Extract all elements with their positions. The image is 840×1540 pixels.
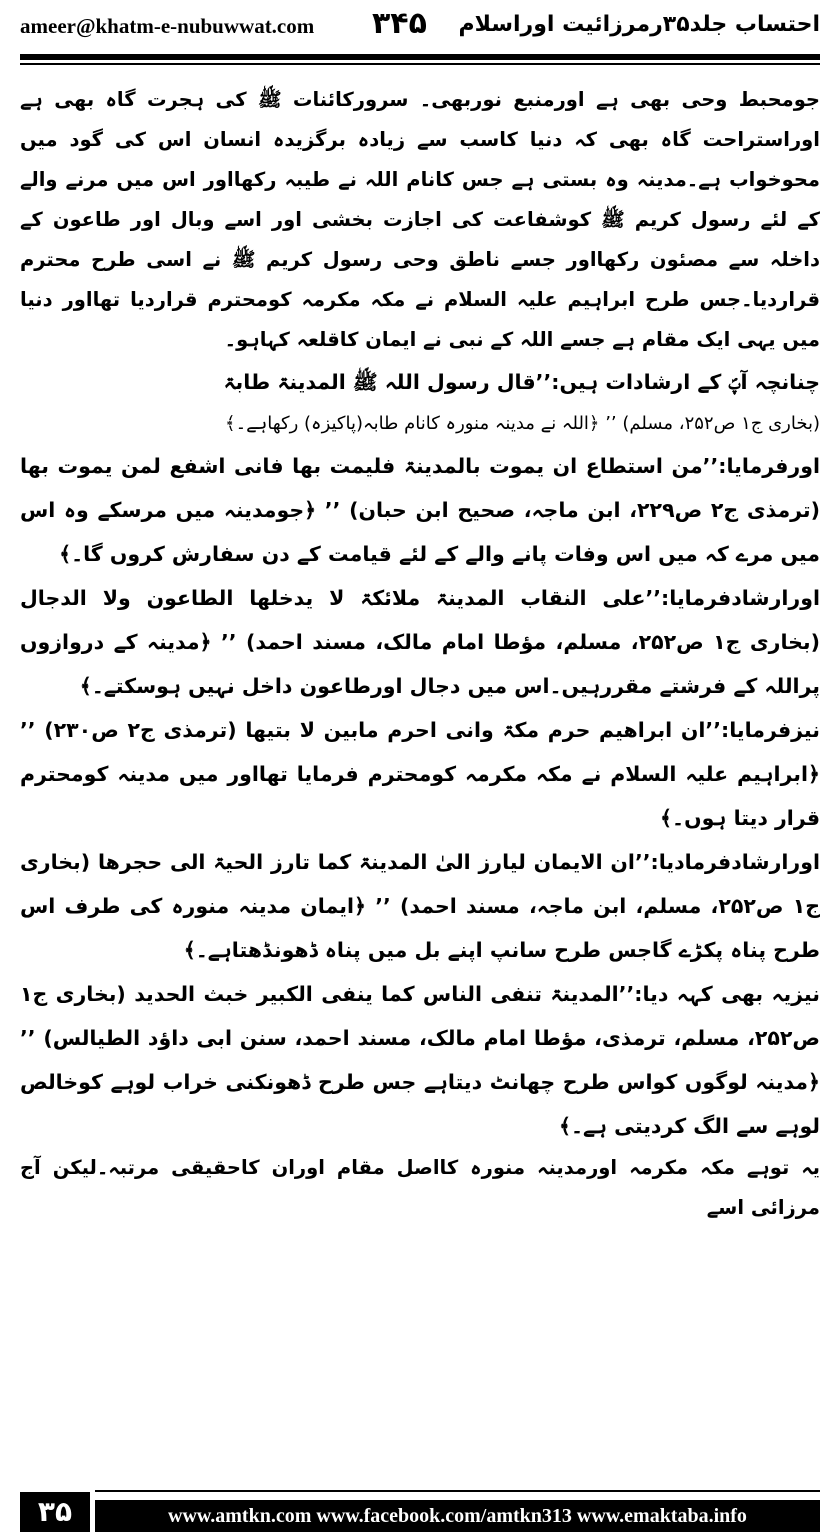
hadith-angels-at-gates: اورارشادفرمایا:’’علی النقاب المدینۃ ملائکۃ لا یدخلھا الطاعون ولا الدجال (بخاری ج۱ ص۲۵۲، مسلم، مؤطا امام مالک، مسند احمد) ’’ ﴿مدینہ کے دروازوں پراللہ کے فرشتے مقررہیں۔اس میں دجال اورطاعون داخل نہیں ہوسکتے۔﴾ xyxy=(20,586,820,698)
hadith-expels-impurity: نیزیہ بھی کہہ دیا:’’المدینۃ تنفی الناس کما ینفی الکبیر خبث الحدید (بخاری ج۱ ص۲۵۲، مسلم، ترمذی، مؤطا امام مالک، مسند احمد، سنن ابی داؤد الطیالس) ’’ ﴿مدینہ لوگوں کواس طرح چھانٹ دیتاہے جس طرح ڈھونکنی خراب لوہے کوخالص لوہے سے الگ کردیتی ہے۔﴾ xyxy=(20,982,820,1138)
header-book-title: احتساب جلد۳۵رمرزائیت اوراسلام xyxy=(458,12,820,37)
footer-rule xyxy=(95,1490,820,1492)
hadith-tabah-arabic: چنانچہ آپؐ کے ارشادات ہیں:’’قال رسول اللہ ﷺ المدینۃ طابۃ xyxy=(223,370,820,394)
body-paragraph-closing: یہ توہے مکہ مکرمہ اورمدینہ منورہ کااصل مقام اوران کاحقیقی مرتبہ۔لیکن آج مرزائی اسے xyxy=(20,1156,820,1219)
header-page-number: ۳۴۵ xyxy=(372,6,427,41)
header-rule-thin xyxy=(20,63,820,65)
footer-page-number: ۳۵ xyxy=(20,1492,90,1532)
header-email: ameer@khatm-e-nubuwwat.com xyxy=(20,14,315,38)
header-rule-thick xyxy=(20,54,820,60)
page-body xyxy=(20,80,820,1475)
body-paragraph-intro: جومحبط وحی بھی ہے اورمنبع نوربھی۔ سرورکائنات ﷺ کی ہجرت گاہ بھی ہے اوراستراحت گاہ بھی کہ دنیا کاسب سے زیادہ برگزیدہ انسان اس کی گود میں محوخواب ہے۔مدینہ وہ بستی ہے جس کانام اللہ نے طیبہ رکھااور اس میں مرنے والے کے لئے رسول کریم ﷺ کوشفاعت کی اجازت بخشی اور اسے وبال اور طاعون کے داخلہ سے مصئون رکھااور جسے ناطق وحی رسول کریم ﷺ نے اسی طرح محترم قراردیا۔جس طرح ابراہیم علیہ السلام نے مکہ مکرمہ کومحترم قراردیا تھااور دنیا میں یہی ایک مقام ہے جسے اللہ کے نبی نے ایمان کاقلعہ کہاہو۔ xyxy=(20,88,820,351)
footer-website-links: www.amtkn.com www.facebook.com/amtkn313 www.emaktaba.info xyxy=(95,1500,820,1532)
hadith-iman-returns: اورارشادفرمادیا:’’ان الایمان لیارز الیٰ المدینۃ کما تارز الحیۃ الی حجرھا (بخاری ج۱ ص۲۵۲، مسلم، ابن ماجہ، مسند احمد) ’’ ﴿ایمان مدینہ منورہ کی طرف اس طرح پناہ پکڑے گاجس طرح سانپ اپنے بل میں پناہ ڈھونڈھتاہے۔﴾ xyxy=(20,850,820,962)
page-footer xyxy=(0,1488,840,1540)
hadith-tabah-reference: (بخاری ج۱ ص۲۵۲، مسلم) ’’ ﴿اللہ نے مدینہ منورہ کانام طابہ(پاکیزہ) رکھاہے۔﴾ xyxy=(225,413,820,434)
hadith-sanctuary: نیزفرمایا:’’ان ابراھیم حرم مکۃ وانی احرم مابین لا بتیھا (ترمذی ج۲ ص۲۳۰) ’’ ﴿ابراہیم علیہ السلام نے مکہ مکرمہ کومحترم فرمایا تھااور میں مدینہ کومحترم قرار دیتا ہوں۔﴾ xyxy=(20,718,820,830)
page-header xyxy=(0,0,840,72)
hadith-dying-in-madinah: اورفرمایا:’’من استطاع ان یموت بالمدینۃ فلیمت بھا فانی اشفع لمن یموت بھا (ترمذی ج۲ ص۲۲۹، ابن ماجہ، صحیح ابن حبان) ’’ ﴿جومدینہ میں مرسکے وہ اس میں مرے کہ میں اس وفات پانے والے کے لئے قیامت کے دن سفارش کروں گا۔﴾ xyxy=(20,454,820,566)
